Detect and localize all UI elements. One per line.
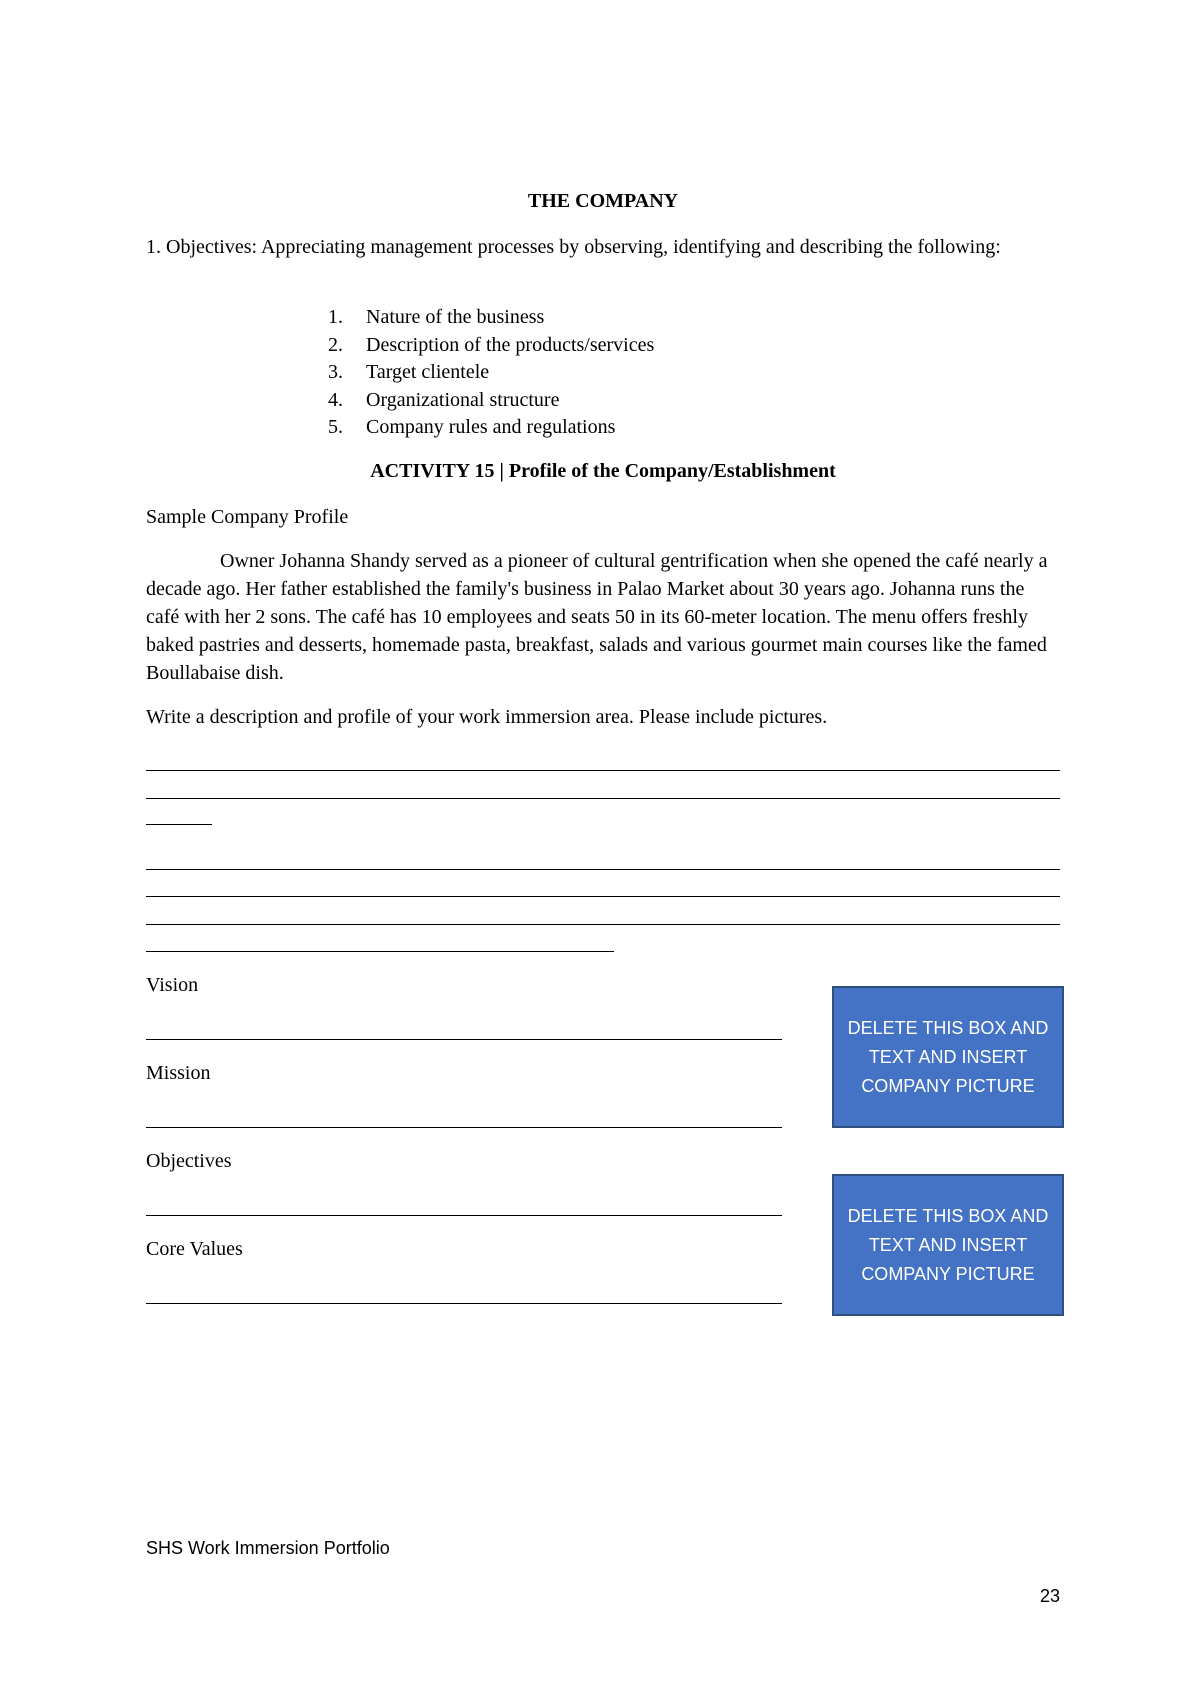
core-values-label: Core Values <box>146 1238 243 1260</box>
list-text: Organizational structure <box>366 388 560 411</box>
list-item <box>320 332 654 360</box>
list-item <box>320 414 654 442</box>
footer-title: SHS Work Immersion Portfolio <box>146 1538 390 1558</box>
vision-label: Vision <box>146 974 199 996</box>
answer-line[interactable] <box>146 869 1060 870</box>
list-number: 3. <box>328 361 343 383</box>
list-item <box>320 387 654 415</box>
list-text: Company rules and regulations <box>366 416 616 438</box>
answer-line[interactable] <box>146 896 1060 897</box>
answer-line[interactable] <box>146 951 614 952</box>
list-text: Target clientele <box>366 361 490 383</box>
objectives-list <box>320 304 654 442</box>
page-heading: THE COMPANY <box>527 190 679 212</box>
answer-line[interactable] <box>146 924 1060 925</box>
objectives-intro: 1. Objectives: Appreciating management processes by observing, identifying and describing the following: <box>146 236 1001 258</box>
sample-label: Sample Company Profile <box>146 506 349 528</box>
company-picture-placeholder[interactable]: DELETE THIS BOX AND TEXT AND INSERT COMPANY PICTURE <box>832 1174 1064 1316</box>
sample-paragraph: Owner Johanna Shandy served as a pioneer of cultural gentrification when she opened the café nearly a decade ago. Her father established the family's business in Palao Market about 30 years ago. Johanna runs the café with her 2 sons. The café has 10 employees and seats 50 in its 60-meter location. The menu offers freshly baked pastries and desserts, homemade pasta, breakfast, salads and various gourmet main courses like the famed Boullabaise dish. <box>146 550 1048 684</box>
vision-line[interactable] <box>146 1039 782 1040</box>
answer-line[interactable] <box>146 798 1060 799</box>
objectives-label: Objectives <box>146 1150 232 1172</box>
list-item <box>320 359 654 387</box>
answer-line[interactable] <box>146 770 1060 771</box>
list-number: 2. <box>328 333 343 356</box>
core-values-line[interactable] <box>146 1303 782 1304</box>
activity-title: ACTIVITY 15 | Profile of the Company/Establishment <box>370 460 836 482</box>
company-picture-placeholder[interactable]: DELETE THIS BOX AND TEXT AND INSERT COMPANY PICTURE <box>832 986 1064 1128</box>
list-number: 4. <box>328 388 343 411</box>
answer-line[interactable] <box>146 824 212 825</box>
mission-line[interactable] <box>146 1127 782 1128</box>
list-number: 1. <box>328 306 343 328</box>
list-number: 5. <box>328 416 343 438</box>
list-item <box>320 304 654 332</box>
page-number: 23 <box>1040 1586 1061 1606</box>
list-text: Description of the products/services <box>366 333 655 356</box>
list-text: Nature of the business <box>366 306 545 328</box>
objectives-line[interactable] <box>146 1215 782 1216</box>
mission-label: Mission <box>146 1062 211 1084</box>
instruction-text: Write a description and profile of your work immersion area. Please include pictures. <box>146 706 828 728</box>
